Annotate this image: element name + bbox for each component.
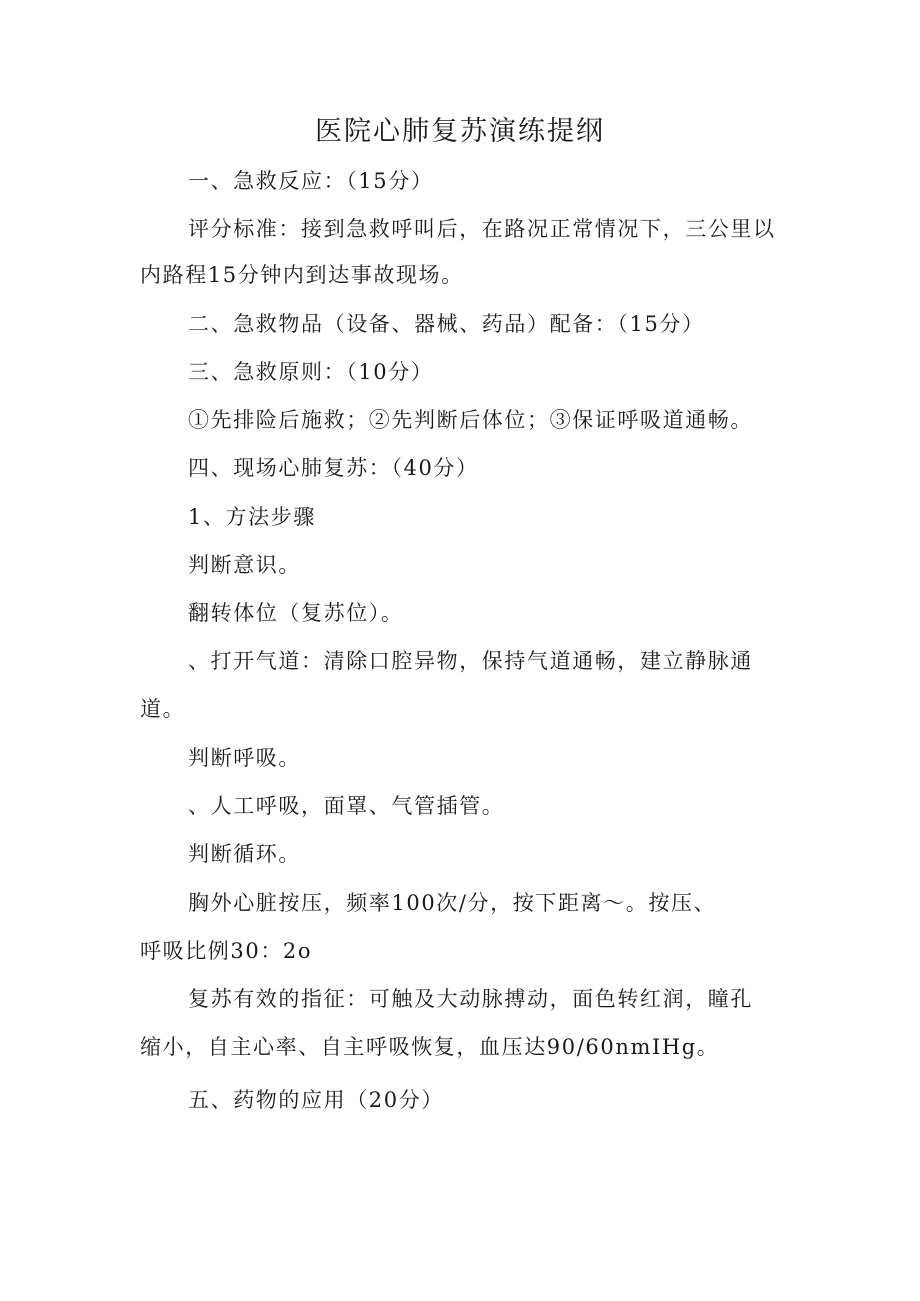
step-assess-consciousness: 判断意识。 bbox=[188, 553, 301, 577]
step-open-airway: 、打开气道：清除口腔异物，保持气道通畅，建立静脉通 bbox=[188, 649, 753, 673]
paragraph-scoring-standard-cont: 内路程15分钟内到达事故现场。 bbox=[140, 263, 464, 287]
section-heading-onsite-cpr: 四、现场心肺复苏：（40分） bbox=[188, 456, 479, 480]
step-chest-compression-cont: 呼吸比例30：2o bbox=[140, 939, 313, 963]
subheading-method-steps: 1、方法步骤 bbox=[188, 505, 316, 529]
step-artificial-respiration: 、人工呼吸，面罩、气管插管。 bbox=[188, 794, 505, 818]
step-assess-circulation: 判断循环。 bbox=[188, 842, 301, 866]
section-heading-emergency-principles: 三、急救原则：（10分） bbox=[188, 360, 434, 384]
section-heading-emergency-response: 一、急救反应：（15分） bbox=[188, 169, 434, 193]
paragraph-effective-signs: 复苏有效的指征：可触及大动脉搏动，面色转红润，瞳孔 bbox=[188, 987, 753, 1011]
step-open-airway-cont: 道。 bbox=[140, 697, 186, 721]
paragraph-effective-signs-cont: 缩小，自主心率、自主呼吸恢复，血压达90/60nmIHg。 bbox=[140, 1035, 720, 1059]
document-title: 医院心肺复苏演练提纲 bbox=[315, 116, 605, 147]
paragraph-scoring-standard: 评分标准：接到急救呼叫后，在路况正常情况下，三公里以 bbox=[188, 217, 776, 241]
section-heading-emergency-supplies: 二、急救物品（设备、器械、药品）配备：（15分） bbox=[188, 312, 705, 336]
section-heading-drug-application: 五、药物的应用（20分） bbox=[188, 1088, 444, 1112]
step-recovery-position: 翻转体位（复苏位）。 bbox=[188, 601, 404, 625]
step-chest-compression: 胸外心脏按压，频率100次/分，按下距离～。按压、 bbox=[188, 891, 717, 915]
paragraph-principles-list: ①先排险后施救；②先判断后体位；③保证呼吸道通畅。 bbox=[188, 408, 753, 432]
step-assess-breathing: 判断呼吸。 bbox=[188, 746, 301, 770]
